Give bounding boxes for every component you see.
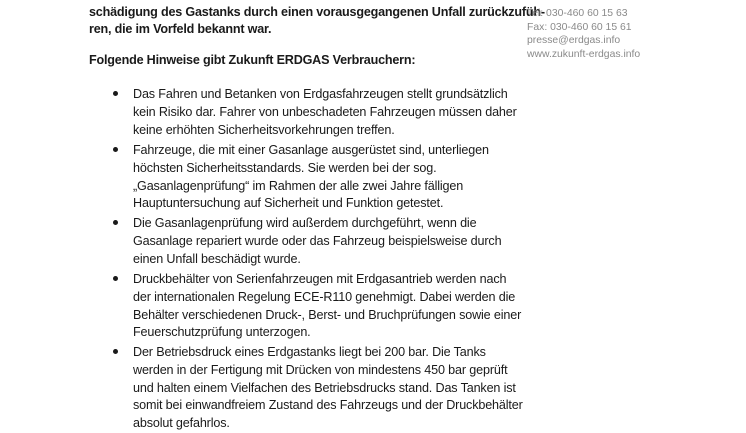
list-item-line: absolut gefahrlos. <box>133 416 230 431</box>
list-item-text <box>133 142 523 213</box>
list-item-line: werden in der Fertigung mit Drücken von mindestens 450 bar geprüft <box>133 362 508 377</box>
list-item-line: keine erhöhten Sicherheitsvorkehrungen treffen. <box>133 122 395 137</box>
list-item-line: Das Fahren und Betanken von Erdgasfahrzeugen stellt grundsätzlich <box>133 87 508 101</box>
bullet-marker <box>113 147 118 152</box>
bullet-marker <box>113 220 118 225</box>
list-item-line: höchsten Sicherheitsstandards. Sie werden bei der sog. <box>133 160 437 175</box>
list-item-line: Hauptuntersuchung auf Sicherheit und Funktion getestet. <box>133 196 444 211</box>
bullet-marker <box>113 349 118 354</box>
list-item-line: Behälter verschiedenen Druck-, Berst- und Bruchprüfungen sowie einer <box>133 307 522 322</box>
list-item-text <box>133 271 523 342</box>
list-item-text <box>133 86 523 139</box>
list-item-text <box>133 215 523 268</box>
intro-paragraph <box>89 4 545 38</box>
list-item-line: somit bei einwandfreiem Zustand des Fahrzeugs und der Druckbehälter <box>133 398 523 413</box>
list-item-line: Druckbehälter von Serienfahrzeugen mit Erdgasantrieb werden nach <box>133 272 507 286</box>
list-item-line: Der Betriebsdruck eines Erdgastanks liegt bei 200 bar. Die Tanks <box>133 345 486 359</box>
intro-line: ren, die im Vorfeld bekannt war. <box>89 22 272 36</box>
list-item-line: der internationalen Regelung ECE-R110 genehmigt. Dabei werden die <box>133 289 516 304</box>
hints-heading: Folgende Hinweise gibt Zukunft ERDGAS Verbrauchern: <box>89 53 416 67</box>
list-item-line: Die Gasanlagenprüfung wird außerdem durchgeführt, wenn die <box>133 216 477 230</box>
contact-block <box>527 7 640 61</box>
list-item-line: kein Risiko dar. Fahrer von unbeschadeten Fahrzeugen müssen daher <box>133 104 517 119</box>
contact-phone: Tel: 030-460 60 15 63 <box>527 8 628 19</box>
bullet-marker <box>113 276 118 281</box>
list-item-line: und halten einem Vielfachen des Betriebsdrucks stand. Das Tanken ist <box>133 380 516 395</box>
bullet-marker <box>113 91 118 96</box>
contact-email: presse@erdgas.info <box>527 35 621 46</box>
list-item-line: „Gasanlagenprüfung“ im Rahmen der alle zwei Jahre fälligen <box>133 178 464 193</box>
list-item-line: Feuerschutzprüfung unterzogen. <box>133 325 311 340</box>
intro-line: schädigung des Gastanks durch einen vorausgegangenen Unfall zurückzufüh- <box>89 5 545 19</box>
list-item-text <box>133 344 523 433</box>
list-item-line: Gasanlage repariert wurde oder das Fahrzeug beispielsweise durch <box>133 233 502 248</box>
contact-fax: Fax: 030-460 60 15 61 <box>527 21 632 33</box>
list-item-line: einen Unfall beschädigt wurde. <box>133 251 301 266</box>
list-item-line: Fahrzeuge, die mit einer Gasanlage ausgerüstet sind, unterliegen <box>133 143 489 157</box>
contact-website: www.zukunft-erdgas.info <box>527 48 641 60</box>
